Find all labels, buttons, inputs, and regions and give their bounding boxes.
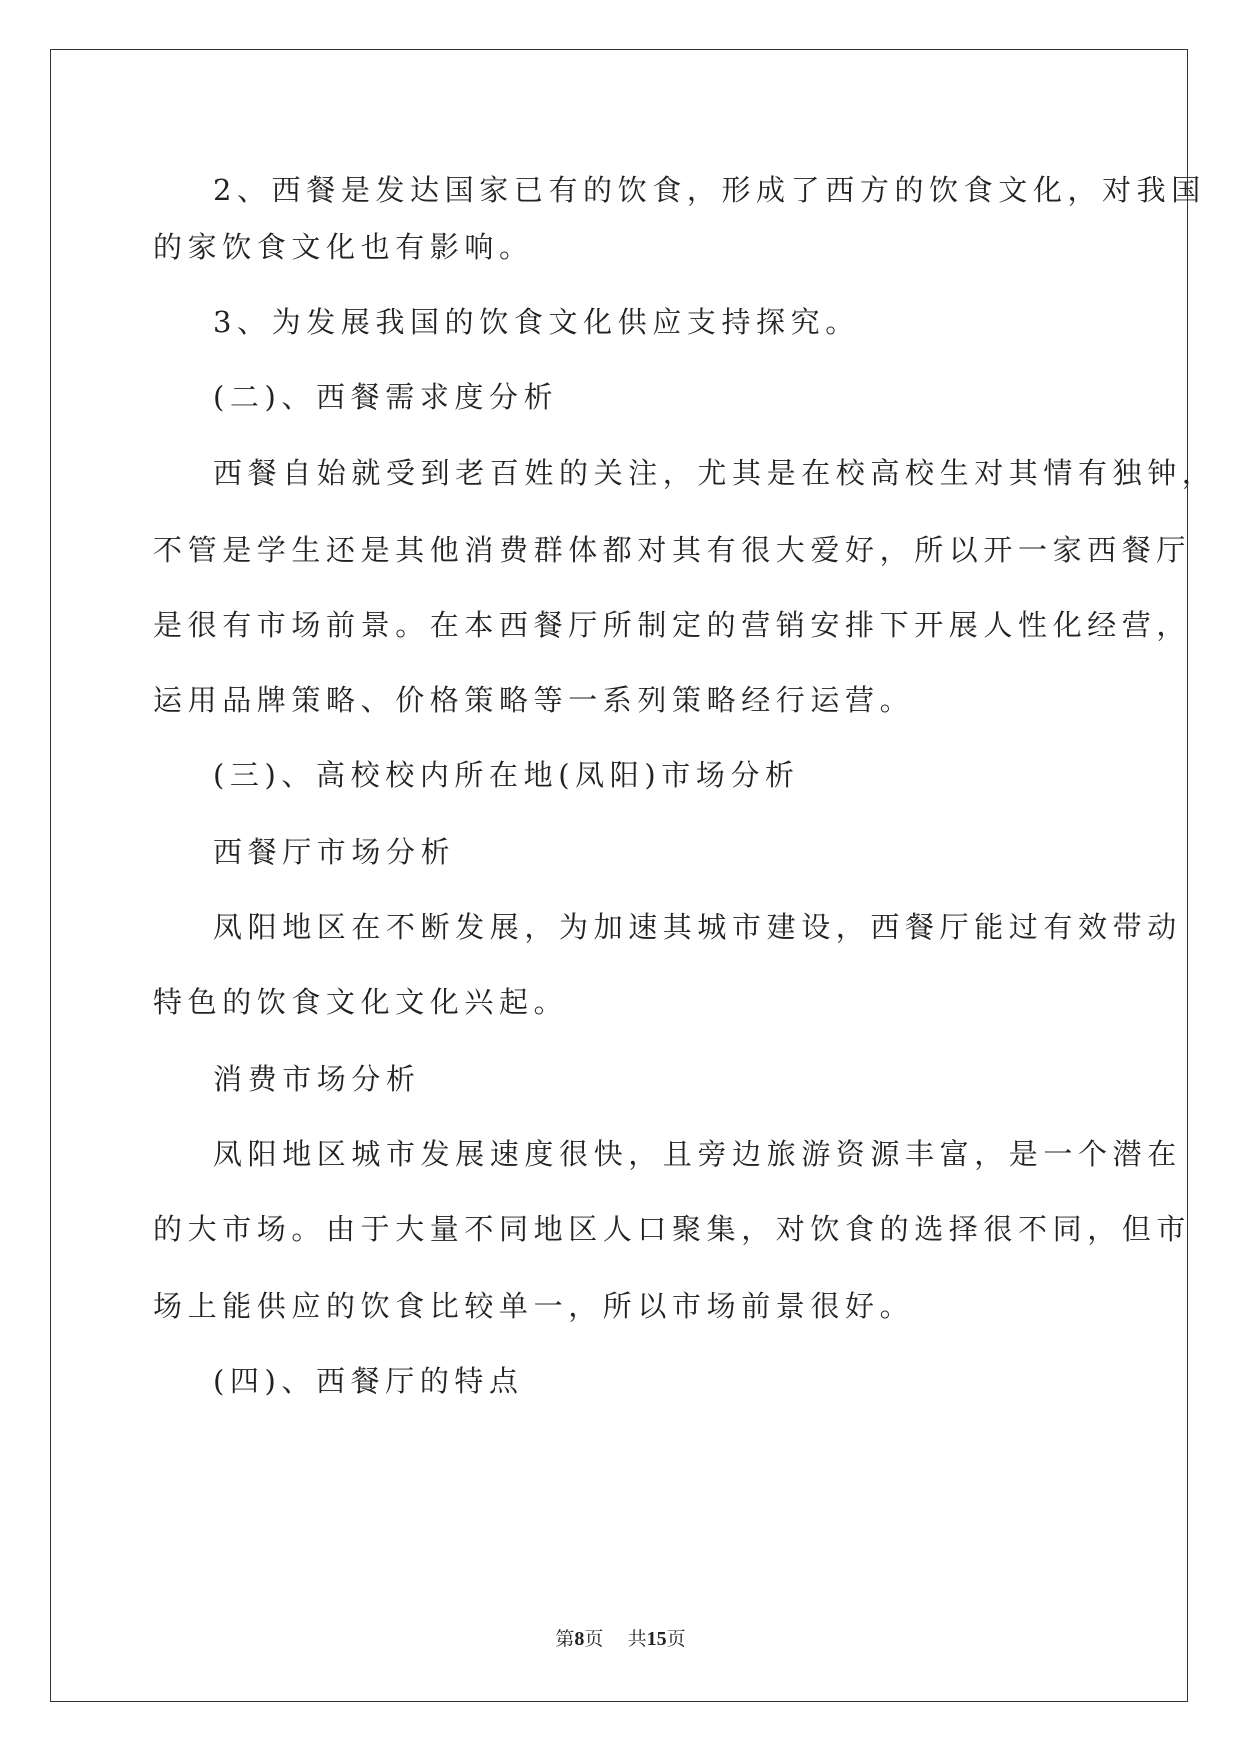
- paragraph-line: 凤阳地区城市发展速度很快，且旁边旅游资源丰富，是一个潜在: [213, 1137, 1182, 1171]
- section-heading: (二)、西餐需求度分析: [213, 380, 559, 414]
- page-footer: [0, 1624, 1241, 1651]
- section-heading: (三)、高校校内所在地(凤阳)市场分析: [213, 758, 800, 792]
- paragraph-line: 的大市场。由于大量不同地区人口聚集，对饮食的选择很不同，但市: [153, 1212, 1192, 1246]
- footer-prefix: 第: [555, 1628, 575, 1650]
- paragraph-line: 特色的饮食文化文化兴起。: [153, 985, 569, 1019]
- subheading: 西餐厅市场分析: [213, 835, 456, 869]
- footer-total-pages: 15: [646, 1628, 667, 1650]
- footer-page-suffix: 页: [584, 1628, 604, 1650]
- paragraph-line: 3、为发展我国的饮食文化供应支持探究。: [213, 305, 860, 339]
- footer-total-suffix: 页: [666, 1628, 686, 1650]
- paragraph-line: 是很有市场前景。在本西餐厅所制定的营销安排下开展人性化经营，: [153, 608, 1192, 642]
- footer-total-prefix: 共: [627, 1628, 647, 1650]
- paragraph-line: 西餐自始就受到老百姓的关注，尤其是在校高校生对其情有独钟，: [213, 456, 1217, 490]
- paragraph-line: 场上能供应的饮食比较单一，所以市场前景很好。: [153, 1289, 915, 1323]
- section-heading: (四)、西餐厅的特点: [213, 1364, 524, 1398]
- subheading: 消费市场分析: [213, 1062, 421, 1096]
- page-border: [50, 49, 1188, 1702]
- paragraph-line: 2、西餐是发达国家已有的饮食，形成了西方的饮食文化，对我国: [213, 173, 1206, 207]
- paragraph-line: 的家饮食文化也有影响。: [153, 230, 534, 264]
- paragraph-line: 凤阳地区在不断发展，为加速其城市建设，西餐厅能过有效带动: [213, 910, 1182, 944]
- footer-page-number: 8: [574, 1628, 585, 1650]
- paragraph-line: 不管是学生还是其他消费群体都对其有很大爱好，所以开一家西餐厅: [153, 533, 1192, 567]
- paragraph-line: 运用品牌策略、价格策略等一系列策略经行运营。: [153, 683, 915, 717]
